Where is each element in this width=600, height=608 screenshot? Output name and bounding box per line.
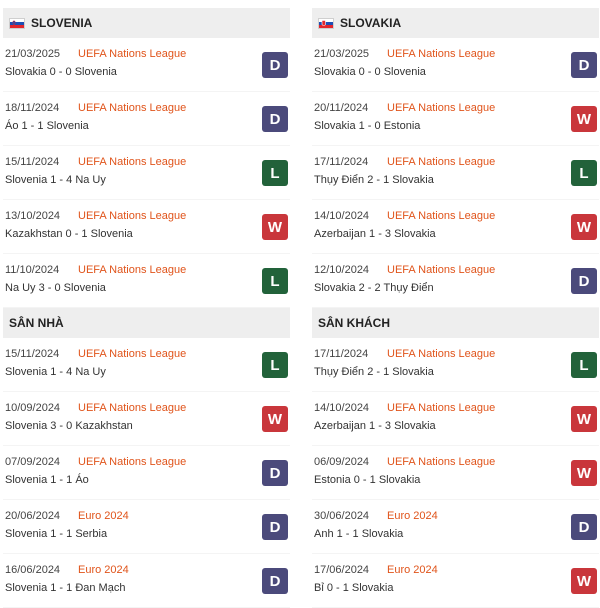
match-date: 17/11/2024 bbox=[314, 156, 369, 168]
match-date: 18/11/2024 bbox=[5, 102, 60, 114]
match-score: Slovenia 1 - 1 Serbia bbox=[5, 528, 108, 540]
match-row[interactable] bbox=[312, 92, 599, 146]
home-venue-header bbox=[3, 308, 290, 338]
match-date: 20/11/2024 bbox=[314, 102, 369, 114]
match-date: 14/10/2024 bbox=[314, 210, 370, 222]
match-row[interactable] bbox=[312, 338, 599, 392]
result-badge: D bbox=[262, 568, 288, 594]
result-badge: D bbox=[571, 52, 597, 78]
result-badge: L bbox=[262, 160, 288, 186]
match-row[interactable] bbox=[3, 146, 290, 200]
match-score: Slovenia 1 - 1 Đan Mạch bbox=[5, 582, 126, 594]
match-row[interactable] bbox=[3, 200, 290, 254]
match-date: 15/11/2024 bbox=[5, 156, 60, 168]
match-row[interactable] bbox=[312, 146, 599, 200]
match-row[interactable] bbox=[3, 500, 290, 554]
match-league[interactable]: Euro 2024 bbox=[78, 510, 129, 522]
result-badge: W bbox=[571, 106, 597, 132]
result-badge: D bbox=[262, 52, 288, 78]
match-score: Anh 1 - 1 Slovakia bbox=[314, 528, 404, 540]
match-score: Slovakia 2 - 2 Thụy Điển bbox=[314, 282, 434, 294]
match-score: Slovenia 3 - 0 Kazakhstan bbox=[5, 420, 133, 432]
match-date: 17/11/2024 bbox=[314, 348, 369, 360]
slovakia-header-title: SLOVAKIA bbox=[340, 16, 402, 30]
match-date: 15/11/2024 bbox=[5, 348, 60, 360]
match-league[interactable]: UEFA Nations League bbox=[387, 210, 496, 222]
match-score: Estonia 0 - 1 Slovakia bbox=[314, 474, 421, 486]
match-row[interactable] bbox=[3, 446, 290, 500]
match-date: 11/10/2024 bbox=[5, 264, 60, 276]
match-league[interactable]: UEFA Nations League bbox=[78, 264, 187, 276]
match-league[interactable]: UEFA Nations League bbox=[387, 456, 496, 468]
match-league[interactable]: UEFA Nations League bbox=[387, 264, 496, 276]
slovenia-column bbox=[3, 8, 290, 608]
match-date: 13/10/2024 bbox=[5, 210, 61, 222]
result-badge: L bbox=[262, 352, 288, 378]
match-date: 30/06/2024 bbox=[314, 510, 370, 522]
result-badge: D bbox=[262, 460, 288, 486]
match-score: Slovenia 1 - 1 Áo bbox=[5, 474, 89, 486]
match-score: Bỉ 0 - 1 Slovakia bbox=[314, 582, 394, 594]
slovakia-column bbox=[312, 8, 599, 608]
match-league[interactable]: UEFA Nations League bbox=[78, 402, 187, 414]
match-row[interactable] bbox=[3, 254, 290, 308]
slovenia-flag-icon bbox=[9, 18, 25, 29]
match-row[interactable] bbox=[3, 38, 290, 92]
match-league[interactable]: UEFA Nations League bbox=[78, 156, 187, 168]
match-score: Slovakia 0 - 0 Slovenia bbox=[314, 66, 426, 78]
result-badge: D bbox=[571, 268, 597, 294]
slovakia-team-header bbox=[312, 8, 599, 38]
result-badge: W bbox=[262, 406, 288, 432]
match-date: 14/10/2024 bbox=[314, 402, 370, 414]
match-row[interactable] bbox=[3, 338, 290, 392]
match-row[interactable] bbox=[312, 500, 599, 554]
slovenia-header-title: SLOVENIA bbox=[31, 16, 93, 30]
match-league[interactable]: Euro 2024 bbox=[387, 564, 438, 576]
match-score: Slovakia 0 - 0 Slovenia bbox=[5, 66, 117, 78]
match-row[interactable] bbox=[3, 554, 290, 608]
match-league[interactable]: UEFA Nations League bbox=[78, 348, 187, 360]
result-badge: W bbox=[571, 568, 597, 594]
match-score: Slovakia 1 - 0 Estonia bbox=[314, 120, 421, 132]
slovenia-team-header bbox=[3, 8, 290, 38]
result-badge: W bbox=[262, 214, 288, 240]
match-score: Slovenia 1 - 4 Na Uy bbox=[5, 366, 106, 378]
match-date: 17/06/2024 bbox=[314, 564, 370, 576]
slovakia-flag-icon bbox=[318, 18, 334, 29]
result-badge: D bbox=[262, 106, 288, 132]
match-league[interactable]: UEFA Nations League bbox=[78, 210, 187, 222]
result-badge: L bbox=[262, 268, 288, 294]
away-venue-title: SÂN KHÁCH bbox=[318, 316, 390, 330]
match-league[interactable]: UEFA Nations League bbox=[387, 402, 496, 414]
match-date: 06/09/2024 bbox=[314, 456, 370, 468]
match-league[interactable]: Euro 2024 bbox=[78, 564, 129, 576]
match-league[interactable]: UEFA Nations League bbox=[78, 48, 187, 60]
match-league[interactable]: UEFA Nations League bbox=[387, 348, 496, 360]
match-row[interactable] bbox=[312, 392, 599, 446]
match-row[interactable] bbox=[312, 554, 599, 608]
match-score: Thụy Điển 2 - 1 Slovakia bbox=[314, 174, 434, 186]
result-badge: L bbox=[571, 352, 597, 378]
away-venue-header bbox=[312, 308, 599, 338]
match-score: Áo 1 - 1 Slovenia bbox=[5, 120, 89, 132]
match-row[interactable] bbox=[3, 92, 290, 146]
result-badge: D bbox=[262, 514, 288, 540]
result-badge: L bbox=[571, 160, 597, 186]
match-score: Na Uy 3 - 0 Slovenia bbox=[5, 282, 106, 294]
match-league[interactable]: UEFA Nations League bbox=[78, 456, 187, 468]
match-date: 16/06/2024 bbox=[5, 564, 61, 576]
match-row[interactable] bbox=[312, 200, 599, 254]
match-row[interactable] bbox=[312, 38, 599, 92]
result-badge: W bbox=[571, 460, 597, 486]
match-league[interactable]: UEFA Nations League bbox=[387, 102, 496, 114]
match-date: 12/10/2024 bbox=[314, 264, 370, 276]
match-score: Kazakhstan 0 - 1 Slovenia bbox=[5, 228, 133, 240]
match-date: 21/03/2025 bbox=[314, 48, 370, 60]
match-row[interactable] bbox=[312, 446, 599, 500]
match-league[interactable]: UEFA Nations League bbox=[387, 156, 496, 168]
match-date: 10/09/2024 bbox=[5, 402, 61, 414]
match-date: 20/06/2024 bbox=[5, 510, 61, 522]
match-league[interactable]: UEFA Nations League bbox=[387, 48, 496, 60]
match-score: Slovenia 1 - 4 Na Uy bbox=[5, 174, 106, 186]
match-date: 07/09/2024 bbox=[5, 456, 61, 468]
match-row[interactable] bbox=[312, 254, 599, 308]
result-badge: W bbox=[571, 214, 597, 240]
match-league[interactable]: UEFA Nations League bbox=[78, 102, 187, 114]
result-badge: D bbox=[571, 514, 597, 540]
result-badge: W bbox=[571, 406, 597, 432]
home-venue-title: SÂN NHÀ bbox=[9, 316, 64, 330]
match-score: Azerbaijan 1 - 3 Slovakia bbox=[314, 228, 436, 240]
match-score: Thụy Điển 2 - 1 Slovakia bbox=[314, 366, 434, 378]
match-league[interactable]: Euro 2024 bbox=[387, 510, 438, 522]
match-score: Azerbaijan 1 - 3 Slovakia bbox=[314, 420, 436, 432]
match-date: 21/03/2025 bbox=[5, 48, 61, 60]
match-row[interactable] bbox=[3, 392, 290, 446]
